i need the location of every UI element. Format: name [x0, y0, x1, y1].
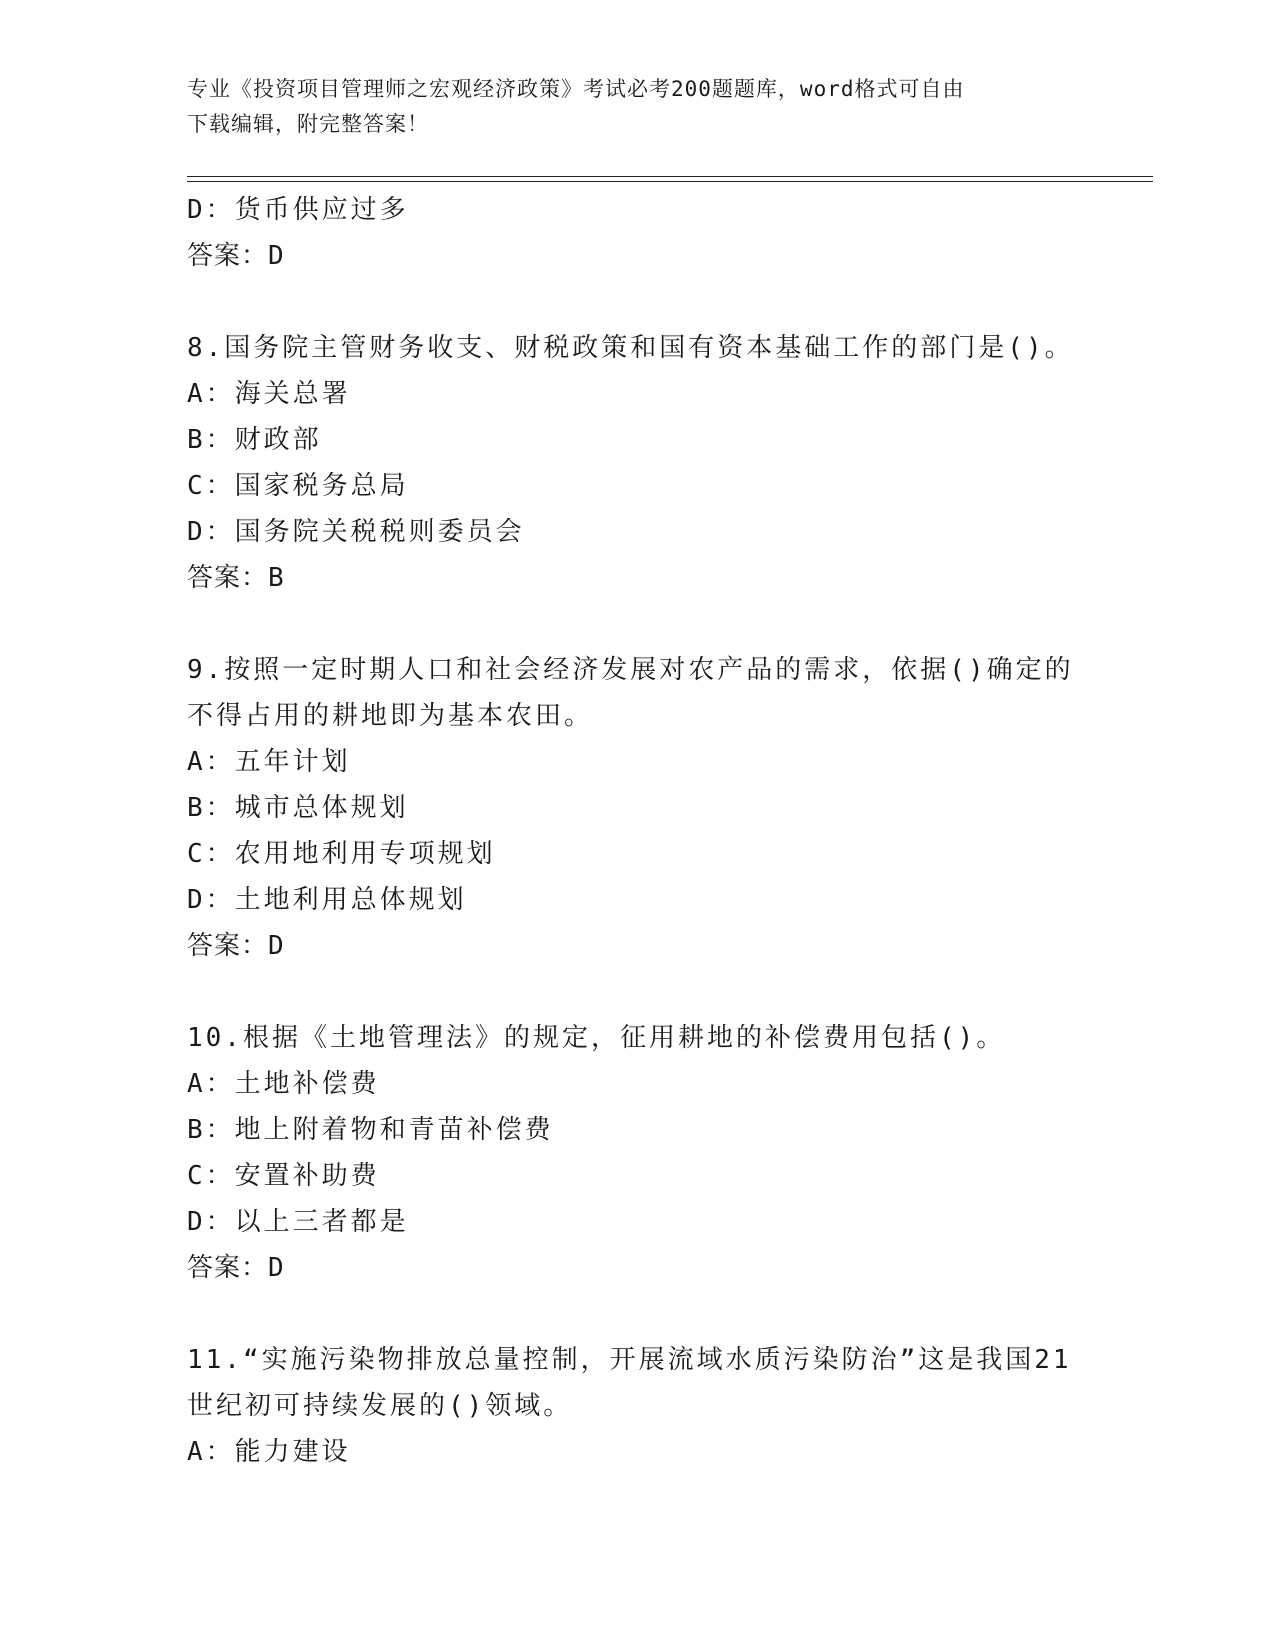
option-c: C：农用地利用专项规划 [187, 839, 496, 869]
question-7-tail [187, 187, 1087, 279]
option-a: A：海关总署 [187, 379, 351, 409]
option-c: C：安置补助费 [187, 1161, 380, 1191]
question-stem-line-1: 9.按照一定时期人口和社会经济发展对农产品的需求，依据()确定的 [187, 655, 1074, 685]
option-c: C：国家税务总局 [187, 471, 409, 501]
header-divider-top [187, 176, 1153, 177]
question-stem: 8.国务院主管财务收支、财税政策和国有资本基础工作的部门是()。 [187, 333, 1074, 363]
option-b: B：财政部 [187, 425, 322, 455]
option-a: A：五年计划 [187, 747, 351, 777]
document-header [187, 72, 1087, 142]
option-b: B：城市总体规划 [187, 793, 409, 823]
answer-label: 答案：D [187, 931, 285, 961]
question-11 [187, 1337, 1087, 1475]
option-d: D：货币供应过多 [187, 195, 409, 225]
option-b: B：地上附着物和青苗补偿费 [187, 1115, 554, 1145]
question-8 [187, 325, 1087, 601]
option-d: D：以上三者都是 [187, 1207, 409, 1237]
question-stem-line-2: 世纪初可持续发展的()领域。 [187, 1391, 573, 1421]
question-stem: 10.根据《土地管理法》的规定，征用耕地的补偿费用包括()。 [187, 1023, 1006, 1053]
question-9 [187, 647, 1087, 969]
answer-label: 答案：D [187, 241, 285, 271]
question-list [187, 187, 1087, 1475]
option-d: D：土地利用总体规划 [187, 885, 467, 915]
header-divider-bottom [187, 181, 1153, 182]
header-title-line-2: 下载编辑，附完整答案！ [187, 112, 429, 136]
question-10 [187, 1015, 1087, 1291]
header-title-line-1: 专业《投资项目管理师之宏观经济政策》考试必考200题题库，word格式可自由 [187, 77, 965, 101]
question-stem-line-2: 不得占用的耕地即为基本农田。 [187, 701, 594, 731]
option-a: A：土地补偿费 [187, 1069, 380, 1099]
answer-label: 答案：D [187, 1253, 285, 1283]
option-a: A：能力建设 [187, 1437, 351, 1467]
option-d: D：国务院关税税则委员会 [187, 517, 525, 547]
question-stem-line-1: 11.“实施污染物排放总量控制，开展流域水质污染防治”这是我国21 [187, 1345, 1072, 1375]
answer-label: 答案：B [187, 563, 285, 593]
